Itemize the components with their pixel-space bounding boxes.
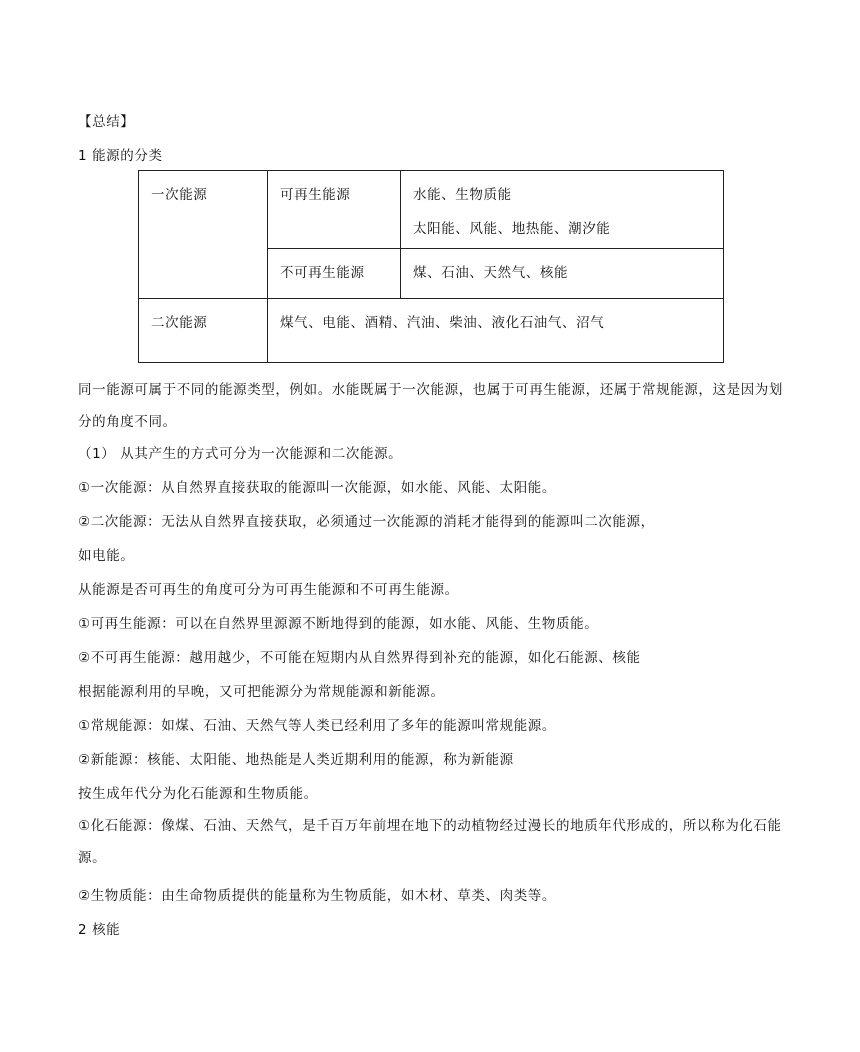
- cell-renewable-examples: [401, 171, 724, 249]
- cell-nonrenewable: 不可再生能源: [268, 249, 401, 299]
- cell-secondary-energy: 二次能源: [139, 299, 268, 363]
- renewable-examples-line-2: 太阳能、风能、地热能、潮汐能: [413, 221, 611, 237]
- paragraph-by-production: （1） 从其产生的方式可分为一次能源和二次能源。: [78, 446, 403, 462]
- paragraph-secondary-definition: ②二次能源：无法从自然界直接获取，必须通过一次能源的消耗才能得到的能源叫二次能源，: [78, 514, 655, 530]
- renewable-examples-line-1: 水能、生物质能: [413, 187, 512, 203]
- paragraph-renewable-definition: ①可再生能源：可以在自然界里源源不断地得到的能源，如水能、风能、生物质能。: [78, 616, 599, 632]
- cell-nonrenewable-examples: 煤、石油、天然气、核能: [401, 249, 724, 299]
- energy-classification-table: [138, 170, 724, 363]
- section-title-nuclear: 2 核能: [78, 922, 121, 938]
- cell-primary-energy: 一次能源: [139, 171, 268, 299]
- paragraph-fossil-definition: ①化石能源：像煤、石油、天然气，是千百万年前埋在地下的动植物经过漫长的地质年代形成的，所以称为化石能源。: [78, 818, 782, 866]
- paragraph-conventional-definition: ①常规能源：如煤、石油、天然气等人类已经利用了多年的能源叫常规能源。: [78, 718, 557, 734]
- paragraph-same-energy-types: 同一能源可属于不同的能源类型，例如。水能既属于一次能源，也属于可再生能源，还属于常规能源，这是因为划分的角度不同。: [78, 382, 783, 430]
- paragraph-secondary-example: 如电能。: [78, 548, 135, 564]
- paragraph-nonrenewable-definition: ②不可再生能源：越用越少，不可能在短期内从自然界得到补充的能源，如化石能源、核能: [78, 650, 641, 666]
- summary-heading: 【总结】: [78, 114, 135, 130]
- cell-secondary-examples: 煤气、电能、酒精、汽油、柴油、液化石油气、沼气: [268, 299, 724, 363]
- paragraph-biomass-definition: ②生物质能：由生命物质提供的能量称为生物质能，如木材、草类、肉类等。: [78, 888, 557, 904]
- paragraph-by-formation-age: 按生成年代分为化石能源和生物质能。: [78, 786, 318, 802]
- paragraph-by-usage-time: 根据能源利用的早晚，又可把能源分为常规能源和新能源。: [78, 684, 445, 700]
- section-title-energy-classification: 1 能源的分类: [78, 148, 163, 164]
- cell-renewable: 可再生能源: [268, 171, 401, 249]
- paragraph-primary-definition: ①一次能源：从自然界直接获取的能源叫一次能源，如水能、风能、太阳能。: [78, 480, 557, 496]
- paragraph-new-energy-definition: ②新能源：核能、太阳能、地热能是人类近期利用的能源，称为新能源: [78, 752, 514, 768]
- paragraph-by-renewability: 从能源是否可再生的角度可分为可再生能源和不可再生能源。: [78, 582, 459, 598]
